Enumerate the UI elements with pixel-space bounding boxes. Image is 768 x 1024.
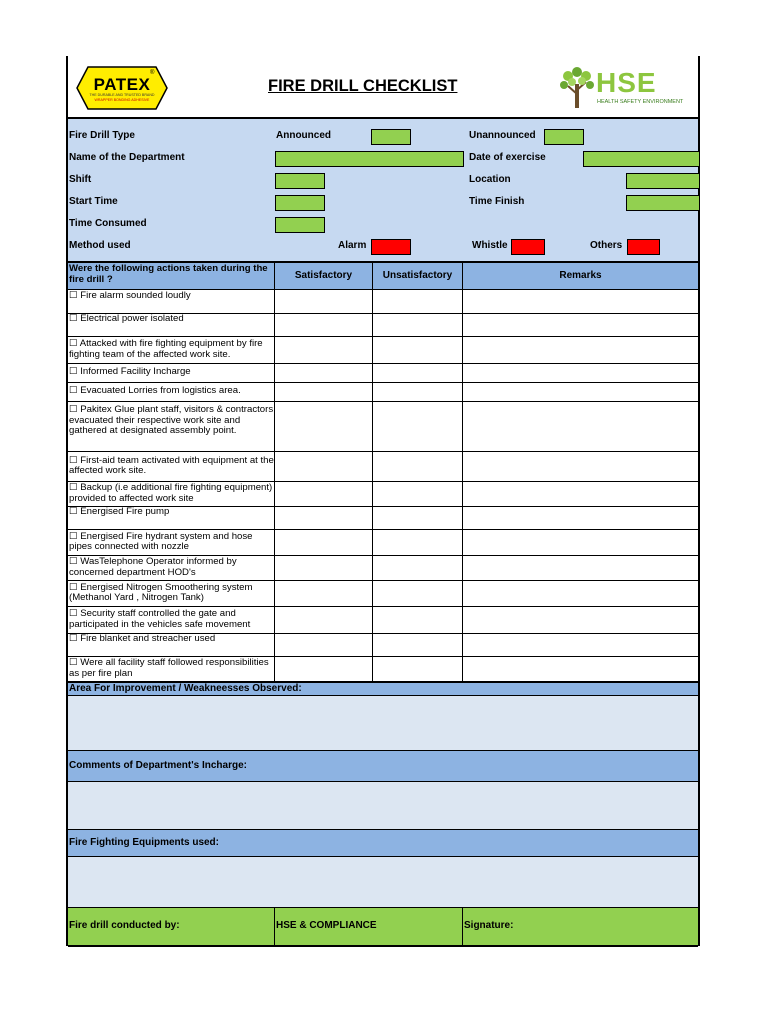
table-header xyxy=(68,263,698,289)
patex-logo-text: PATEX xyxy=(93,75,151,94)
signature-label: Signature: xyxy=(464,920,514,931)
table-row-label: ☐ Fire blanket and streacher used xyxy=(69,634,216,644)
table-cell-unsatisfactory[interactable] xyxy=(373,337,462,363)
table-row-label: ☐ WasTelephone Operator informed by concerned department HOD's xyxy=(69,557,237,578)
table-cell-satisfactory[interactable] xyxy=(275,314,372,336)
unannounced-checkbox[interactable] xyxy=(544,129,584,145)
table-cell-unsatisfactory[interactable] xyxy=(373,507,462,529)
table-cell-unsatisfactory[interactable] xyxy=(373,402,462,451)
table-cell-remarks[interactable] xyxy=(463,507,698,529)
table-cell-remarks[interactable] xyxy=(463,482,698,506)
table-cell-satisfactory[interactable] xyxy=(275,383,372,401)
conducted-by-dept: HSE & COMPLIANCE xyxy=(276,920,377,931)
table-cell-remarks[interactable] xyxy=(463,657,698,681)
department-label: Name of the Department xyxy=(69,152,185,163)
improvement-label: Area For Improvement / Weakneesses Observed: xyxy=(69,683,302,694)
header xyxy=(68,56,698,118)
right-border xyxy=(698,56,700,946)
table-row-label: ☐ Fire alarm sounded loudly xyxy=(69,290,191,301)
department-field[interactable] xyxy=(275,151,464,167)
location-field[interactable] xyxy=(626,173,700,189)
patex-logo xyxy=(76,66,168,110)
col-question-header: Were the following actions taken during the fire drill ? xyxy=(69,263,268,285)
table-cell-remarks[interactable] xyxy=(463,634,698,656)
announced-checkbox[interactable] xyxy=(371,129,411,145)
shift-field[interactable] xyxy=(275,173,325,189)
announced-label: Announced xyxy=(276,130,331,141)
improvement-header xyxy=(68,682,698,695)
table-cell-satisfactory[interactable] xyxy=(275,607,372,633)
table-cell-unsatisfactory[interactable] xyxy=(373,530,462,555)
location-label: Location xyxy=(469,174,511,185)
table-cell-unsatisfactory[interactable] xyxy=(373,556,462,580)
shift-label: Shift xyxy=(69,174,92,185)
whistle-checkbox[interactable] xyxy=(511,239,545,255)
improvement-area[interactable] xyxy=(68,695,698,751)
equipment-label: Fire Fighting Equipments used: xyxy=(69,837,219,848)
table-cell-unsatisfactory[interactable] xyxy=(373,314,462,336)
table-row-label: ☐ Energised Fire hydrant system and hose pipes connected with nozzle xyxy=(69,531,253,552)
fire-drill-type-label: Fire Drill Type xyxy=(69,130,135,141)
table-cell-satisfactory[interactable] xyxy=(275,364,372,382)
table-cell-satisfactory[interactable] xyxy=(275,507,372,529)
table-cell-remarks[interactable] xyxy=(463,452,698,481)
page-title: FIRE DRILL CHECKLIST xyxy=(268,77,458,95)
table-cell-remarks[interactable] xyxy=(463,290,698,313)
table-cell-satisfactory[interactable] xyxy=(275,556,372,580)
footer-divider-2 xyxy=(462,908,463,945)
others-checkbox[interactable] xyxy=(627,239,660,255)
table-cell-remarks[interactable] xyxy=(463,556,698,580)
table-cell-unsatisfactory[interactable] xyxy=(373,364,462,382)
start-time-label: Start Time xyxy=(69,196,118,207)
table-cell-remarks[interactable] xyxy=(463,364,698,382)
comments-label: Comments of Department's Incharge: xyxy=(69,760,247,771)
alarm-label: Alarm xyxy=(338,240,367,251)
footer-divider-1 xyxy=(274,908,275,945)
date-field[interactable] xyxy=(583,151,700,167)
patex-logo-sub2: WRAPPER BONDING ADHESIVE xyxy=(94,98,150,102)
table-row-label: ☐ Security staff controlled the gate and participated in the vehicles safe movement xyxy=(69,609,251,630)
equipment-area[interactable] xyxy=(68,856,698,908)
tree-icon xyxy=(558,66,596,110)
others-label: Others xyxy=(590,240,623,251)
table-cell-remarks[interactable] xyxy=(463,607,698,633)
table-cell-unsatisfactory[interactable] xyxy=(373,482,462,506)
table-row-label: ☐ Evacuated Lorries from logistics area. xyxy=(69,386,241,397)
time-finish-field[interactable] xyxy=(626,195,700,211)
table-cell-satisfactory[interactable] xyxy=(275,634,372,656)
table-cell-satisfactory[interactable] xyxy=(275,482,372,506)
col-remarks-header: Remarks xyxy=(559,270,602,281)
start-time-field[interactable] xyxy=(275,195,325,211)
alarm-checkbox[interactable] xyxy=(371,239,411,255)
table-cell-satisfactory[interactable] xyxy=(275,452,372,481)
table-row-label: ☐ Attacked with fire fighting equipment by fire fighting team of the affected work site. xyxy=(69,339,263,360)
date-label: Date of exercise xyxy=(469,152,546,163)
patex-logo-sub: THE DURABLE AND TRUSTED BRAND xyxy=(89,93,155,97)
hse-logo xyxy=(558,66,690,112)
method-used-label: Method used xyxy=(69,240,131,251)
table-row-label: ☐ Energised Nitrogen Smoothering system (Methanol Yard , Nitrogen Tank) xyxy=(69,582,253,603)
time-finish-label: Time Finish xyxy=(469,196,525,207)
col-satisfactory-header: Satisfactory xyxy=(294,270,353,281)
table-cell-unsatisfactory[interactable] xyxy=(373,290,462,313)
table-cell-satisfactory[interactable] xyxy=(275,402,372,451)
table-row-label: ☐ Energised Fire pump xyxy=(69,507,170,517)
table-cell-unsatisfactory[interactable] xyxy=(373,657,462,681)
footer xyxy=(68,907,698,947)
col-unsatisfactory-header: Unsatisfactory xyxy=(382,270,453,281)
table-cell-satisfactory[interactable] xyxy=(275,337,372,363)
hse-logo-text: HSE xyxy=(596,67,657,98)
comments-area[interactable] xyxy=(68,781,698,830)
table-row-label: ☐ First-aid team activated with equipment at the affected work site. xyxy=(69,455,274,476)
whistle-label: Whistle xyxy=(472,240,508,251)
table-cell-unsatisfactory[interactable] xyxy=(373,607,462,633)
table-cell-satisfactory[interactable] xyxy=(275,530,372,555)
table-row-label: ☐ Pakitex Glue plant staff, visitors & contractors evacuated their respective work site and gathered at designated assembly point. xyxy=(69,405,274,436)
table-cell-satisfactory[interactable] xyxy=(275,290,372,313)
table-cell-remarks[interactable] xyxy=(463,530,698,555)
table-cell-unsatisfactory[interactable] xyxy=(373,452,462,481)
table-cell-satisfactory[interactable] xyxy=(275,657,372,681)
table-cell-unsatisfactory[interactable] xyxy=(373,581,462,606)
time-consumed-field[interactable] xyxy=(275,217,325,233)
table-row-label: ☐ Backup (i.e additional fire fighting equipment) provided to affected work site xyxy=(69,483,273,504)
table-cell-unsatisfactory[interactable] xyxy=(373,634,462,656)
table-row-label: ☐ Were all facility staff followed responsibilities as per fire plan xyxy=(69,658,269,679)
patex-logo-mark: ® xyxy=(150,70,155,76)
hse-logo-sub: HEALTH SAFETY ENVIRONMENT xyxy=(597,99,684,105)
table-cell-remarks[interactable] xyxy=(463,402,698,451)
comments-header xyxy=(68,750,698,782)
time-consumed-label: Time Consumed xyxy=(69,218,147,229)
unannounced-label: Unannounced xyxy=(469,130,536,141)
table-row-label: ☐ Informed Facility Incharge xyxy=(69,367,191,378)
info-section xyxy=(68,119,698,261)
conducted-by-label: Fire drill conducted by: xyxy=(69,920,180,931)
table-cell-remarks[interactable] xyxy=(463,337,698,363)
table-cell-unsatisfactory[interactable] xyxy=(373,383,462,401)
table-cell-satisfactory[interactable] xyxy=(275,581,372,606)
table-cell-remarks[interactable] xyxy=(463,314,698,336)
table-row-label: ☐ Electrical power isolated xyxy=(69,314,184,324)
table-cell-remarks[interactable] xyxy=(463,383,698,401)
table-cell-remarks[interactable] xyxy=(463,581,698,606)
equipment-header xyxy=(68,829,698,857)
